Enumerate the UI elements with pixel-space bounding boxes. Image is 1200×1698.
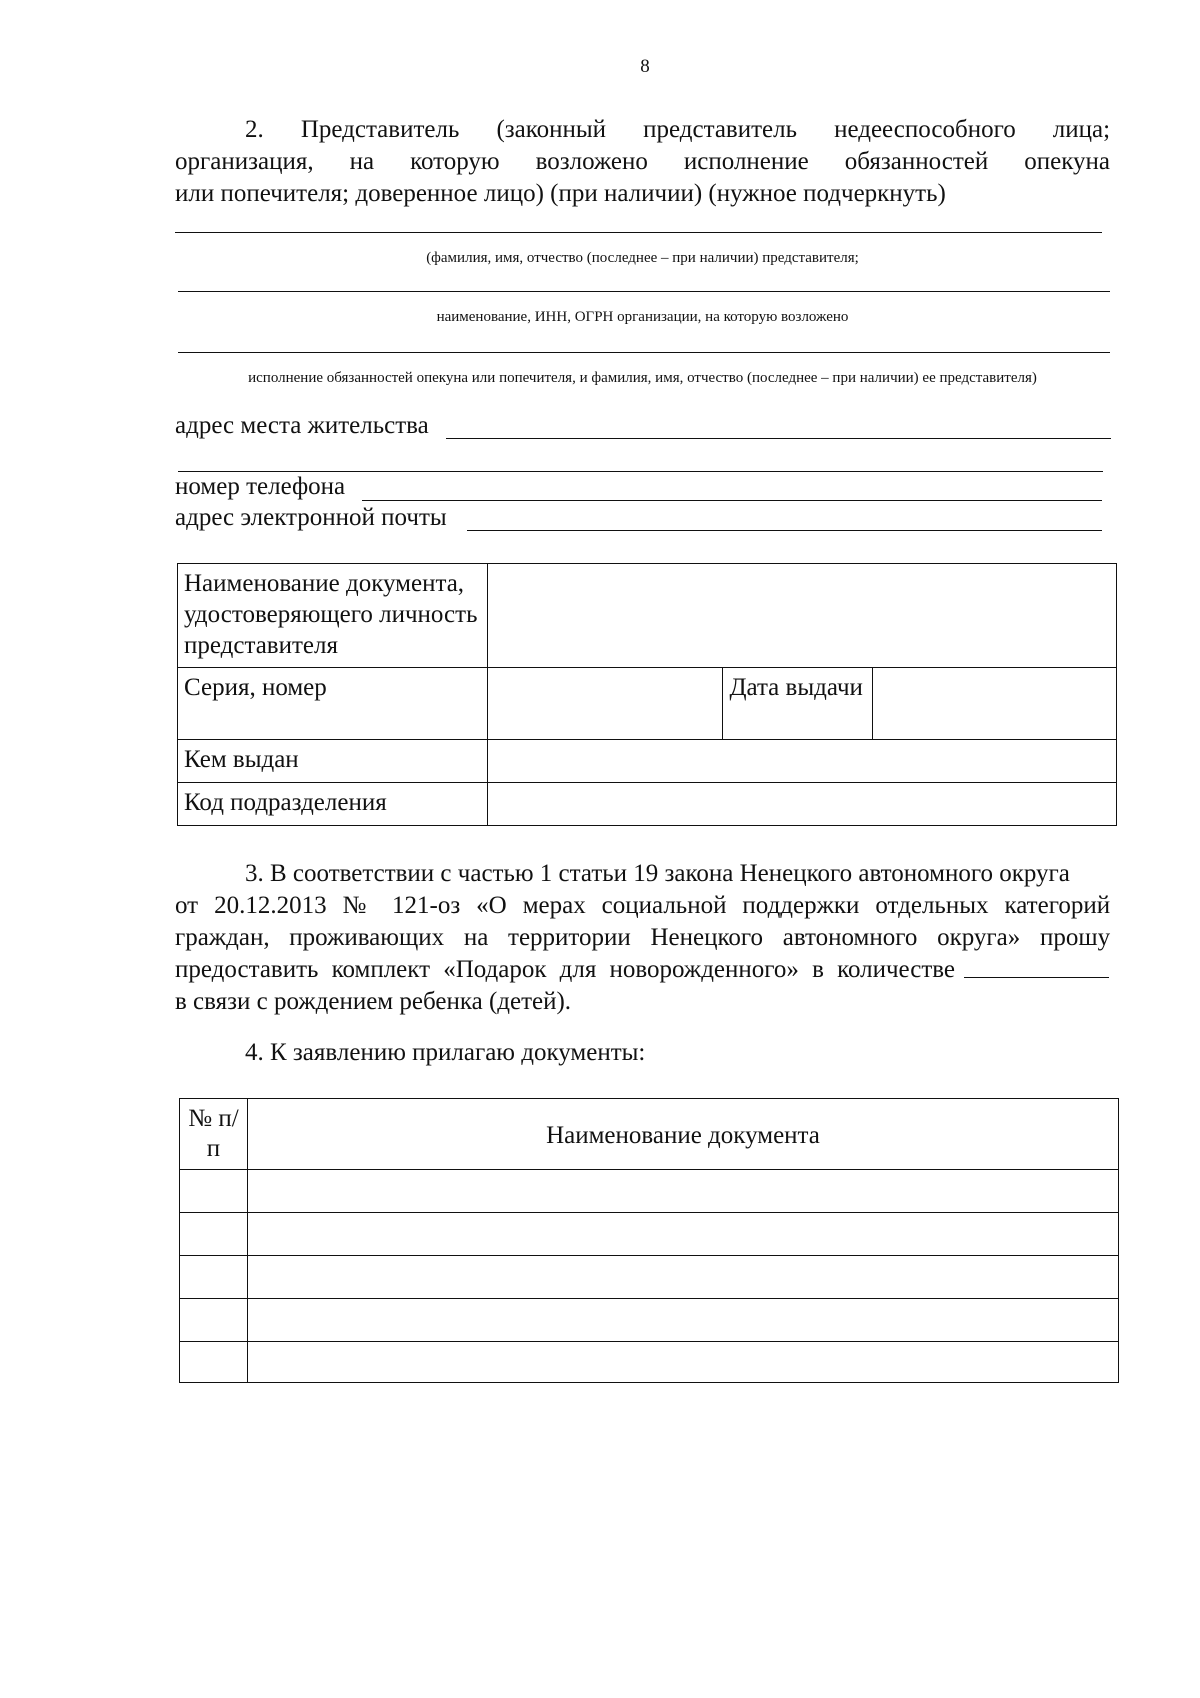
row-document-cell[interactable] <box>247 1299 1118 1342</box>
row-number-cell[interactable] <box>180 1170 248 1213</box>
document-name-label: Наименование документа, удостоверяющего личность представителя <box>178 564 488 668</box>
table-row <box>180 1342 1119 1383</box>
email-input-line[interactable] <box>467 530 1102 531</box>
table-row <box>180 1256 1119 1299</box>
address-input-line[interactable] <box>446 438 1111 439</box>
division-code-cell[interactable] <box>487 783 1116 826</box>
table-row <box>180 1299 1119 1342</box>
section-3-paragraph <box>175 858 1110 1018</box>
quantity-input-line[interactable] <box>964 977 1109 978</box>
section-2-paragraph <box>175 114 1110 210</box>
table-row <box>180 1170 1119 1213</box>
phone-label: номер телефона <box>175 473 346 500</box>
section-2-line-1: 2. Представитель (законный представитель недееспособного лица; <box>245 116 1111 143</box>
page-number: 8 <box>640 56 650 77</box>
section-4-title: 4. К заявлению прилагаю документы: <box>245 1039 646 1066</box>
guardian-caption: исполнение обязанностей опекуна или попечителя, и фамилия, имя, отчество (последнее – при наличии) ее представителя) <box>248 370 1037 386</box>
section-3-line-2: от 20.12.2013 № 121-оз «О мерах социальной поддержки отдельных категорий <box>175 892 1111 919</box>
organization-line[interactable] <box>178 291 1110 292</box>
representative-name-caption: (фамилия, имя, отчество (последнее – при наличии) представителя; <box>426 250 859 266</box>
row-number-cell[interactable] <box>180 1256 248 1299</box>
row-number-cell[interactable] <box>180 1342 248 1383</box>
row-number-cell[interactable] <box>180 1299 248 1342</box>
series-number-label: Серия, номер <box>178 668 488 740</box>
section-3-line-4: предоставить комплект «Подарок для новорожденного» в количестве <box>175 956 956 983</box>
section-3-line-1: 3. В соответствии с частью 1 статьи 19 закона Ненецкого автономного округа <box>245 860 1070 887</box>
table-header-row <box>180 1099 1119 1170</box>
row-document-cell[interactable] <box>247 1170 1118 1213</box>
table-row <box>178 783 1117 826</box>
document-name-cell[interactable] <box>487 564 1116 668</box>
section-3-line-3: граждан, проживающих на территории Ненецкого автономного округа» прошу <box>175 924 1111 951</box>
row-document-cell[interactable] <box>247 1213 1118 1256</box>
division-code-label: Код подразделения <box>178 783 488 826</box>
series-number-cell[interactable] <box>487 668 723 740</box>
row-number-cell[interactable] <box>180 1213 248 1256</box>
section-2-line-2: организация, на которую возложено исполнение обязанностей опекуна <box>175 148 1110 175</box>
table-row <box>178 740 1117 783</box>
section-2-line-3: или попечителя; доверенное лицо) (при наличии) (нужное подчеркнуть) <box>175 180 946 207</box>
row-document-cell[interactable] <box>247 1256 1118 1299</box>
table-row <box>178 668 1117 740</box>
row-document-cell[interactable] <box>247 1342 1118 1383</box>
guardian-line[interactable] <box>178 352 1110 353</box>
issue-date-cell[interactable] <box>873 668 1117 740</box>
column-name-header: Наименование документа <box>247 1099 1118 1170</box>
representative-name-line[interactable] <box>175 232 1102 233</box>
section-3-line-5: в связи с рождением ребенка (детей). <box>175 988 572 1015</box>
column-number-header: № п/п <box>180 1099 248 1170</box>
organization-caption: наименование, ИНН, ОГРН организации, на которую возложено <box>436 309 849 325</box>
issue-date-label: Дата выдачи <box>723 668 873 740</box>
table-row <box>178 564 1117 668</box>
attachments-table <box>179 1098 1119 1383</box>
issued-by-label: Кем выдан <box>178 740 488 783</box>
identity-document-table <box>177 563 1117 826</box>
address-label: адрес места жительства <box>175 412 429 439</box>
phone-input-line[interactable] <box>362 500 1102 501</box>
email-label: адрес электронной почты <box>175 504 447 531</box>
issued-by-cell[interactable] <box>487 740 1116 783</box>
table-row <box>180 1213 1119 1256</box>
